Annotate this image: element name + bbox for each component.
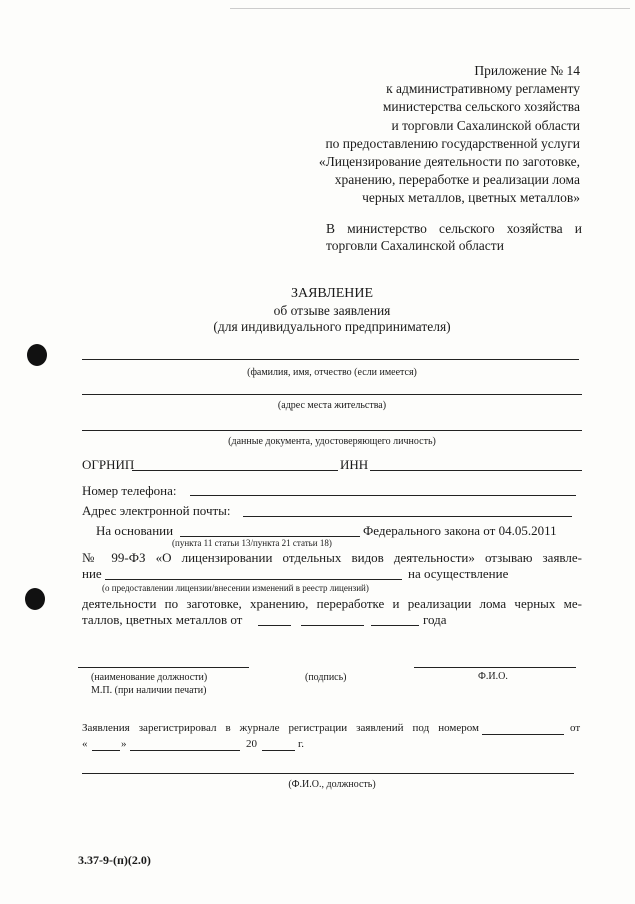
- id-document-caption: (данные документа, удостоверяющего личность): [228, 436, 436, 447]
- basis-lead: На основании: [96, 523, 174, 538]
- punch-hole-bottom: [25, 588, 45, 610]
- position-input-line[interactable]: [78, 667, 249, 668]
- fio-input-line[interactable]: [82, 359, 579, 360]
- document-subtitle-2: (для индивидуального предпринимателя): [213, 319, 451, 334]
- ogrnip-label: ОГРНИП: [82, 457, 135, 472]
- phone-input-line[interactable]: [190, 495, 576, 496]
- basis-line-3-end: на осуществление: [408, 566, 509, 581]
- residence-caption: (адрес места жительства): [277, 400, 387, 411]
- registration-text: Заявления зарегистрировал в журнале регистрации заявлений под номером: [82, 722, 479, 734]
- fio-signature-caption: Ф.И.О.: [478, 671, 508, 682]
- punch-hole-top: [27, 344, 47, 366]
- registration-year-prefix: 20: [246, 738, 257, 750]
- email-label: Адрес электронной почты:: [82, 503, 231, 518]
- basis-line-2: № 99-ФЗ «О лицензировании отдельных видов деятельности» отзываю заявле-: [82, 550, 582, 565]
- id-document-input-line[interactable]: [82, 430, 582, 431]
- fio-caption: (фамилия, имя, отчество (если имеется): [247, 367, 417, 378]
- registration-quote-open: «: [82, 738, 88, 750]
- addressee-line-1: В министерство сельского хозяйства и: [326, 221, 582, 236]
- inn-label: ИНН: [340, 457, 369, 472]
- basis-law: Федерального закона от 04.05.2011: [363, 523, 557, 538]
- form-code: 3.37-9-(п)(2.0): [78, 853, 151, 867]
- scan-edge-line: [230, 8, 630, 9]
- registration-from: от: [570, 722, 581, 734]
- registration-year-input-line[interactable]: [262, 750, 295, 751]
- registration-quote-close: »: [121, 738, 127, 750]
- phone-label: Номер телефона:: [82, 483, 177, 498]
- purpose-hint: (о предоставлении лицензии/внесении изменений в реестр лицензий): [102, 583, 369, 593]
- appendix-line: по предоставлению государственной услуги: [325, 135, 580, 151]
- appendix-line: «Лицензирование деятельности по заготовке,: [318, 154, 580, 170]
- date-day-input-line[interactable]: [258, 625, 291, 626]
- ogrnip-input-line[interactable]: [132, 470, 338, 471]
- inn-input-line[interactable]: [370, 470, 582, 471]
- appendix-line: министерства сельского хозяйства: [382, 99, 580, 115]
- stamp-caption: М.П. (при наличии печати): [91, 685, 207, 696]
- appendix-line: черных металлов, цветных металлов»: [362, 190, 580, 206]
- email-input-line[interactable]: [243, 516, 572, 517]
- appendix-header: [319, 62, 580, 208]
- basis-line-5-end: года: [423, 612, 447, 627]
- document-title: ЗАЯВЛЕНИЕ: [290, 286, 374, 301]
- registrar-input-line[interactable]: [82, 773, 574, 774]
- date-year-input-line[interactable]: [371, 625, 419, 626]
- appendix-line: хранению, переработке и реализации лома: [334, 172, 580, 188]
- registration-day-input-line[interactable]: [92, 750, 120, 751]
- basis-line-5-start: таллов, цветных металлов от: [82, 612, 243, 627]
- appendix-number: Приложение № 14: [474, 63, 580, 78]
- basis-point-input-line[interactable]: [180, 536, 360, 537]
- addressee-line-2: торговли Сахалинской области: [326, 238, 504, 253]
- document-subtitle: об отзыве заявления: [273, 303, 391, 318]
- date-month-input-line[interactable]: [301, 625, 364, 626]
- basis-law-hint: (пункта 11 статьи 13/пункта 21 статьи 18): [172, 538, 332, 548]
- fio-signature-input-line[interactable]: [414, 667, 576, 668]
- basis-line-4: деятельности по заготовке, хранению, переработке и реализации лома черных ме-: [82, 596, 582, 611]
- registrar-caption: (Ф.И.О., должность): [288, 779, 376, 790]
- basis-line-3-start: ние: [82, 566, 102, 581]
- signature-caption: (подпись): [305, 672, 347, 683]
- purpose-input-line[interactable]: [105, 579, 402, 580]
- registration-month-input-line[interactable]: [130, 750, 240, 751]
- registration-year-suffix: г.: [298, 738, 305, 750]
- appendix-line: и торговли Сахалинской области: [391, 117, 580, 133]
- position-caption: (наименование должности): [91, 672, 208, 683]
- residence-input-line[interactable]: [82, 394, 582, 395]
- registration-number-input-line[interactable]: [482, 734, 564, 735]
- appendix-line: к административному регламенту: [386, 81, 580, 97]
